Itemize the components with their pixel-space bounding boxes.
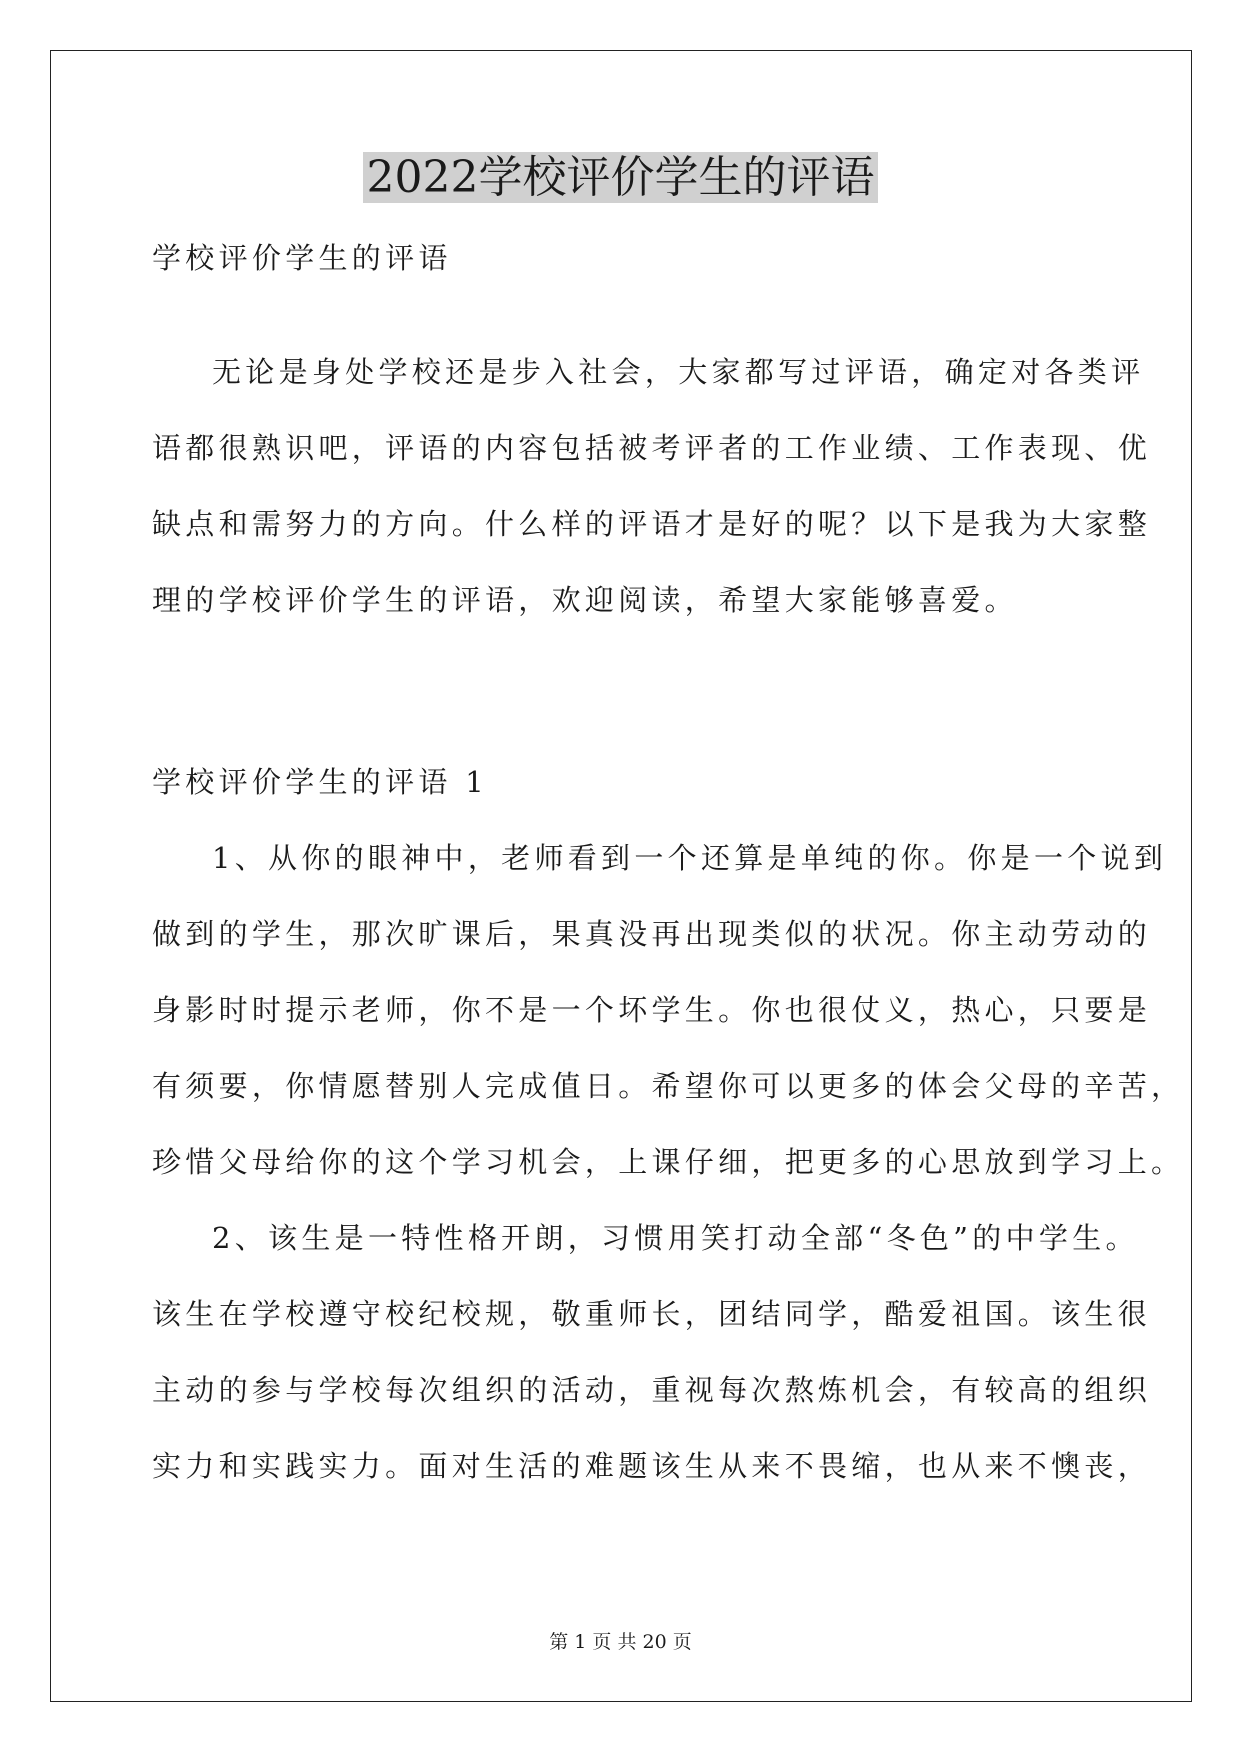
section-heading: 学校评价学生的评语 1	[152, 765, 488, 799]
intro-line-3: 缺点和需努力的方向。什么样的评语才是好的呢？以下是我为大家整	[152, 507, 1152, 541]
intro-line-1: 无论是身处学校还是步入社会，大家都写过评语，确定对各类评	[212, 355, 1145, 389]
item1-line-3: 身影时时提示老师，你不是一个坏学生。你也很仗义，热心，只要是	[152, 993, 1152, 1027]
item2-line-3: 主动的参与学校每次组织的活动，重视每次熬炼机会，有较高的组织	[152, 1373, 1152, 1407]
item1-line-1: 1、从你的眼神中，老师看到一个还算是单纯的你。你是一个说到	[212, 841, 1168, 875]
document-title-text: 2022学校评价学生的评语	[363, 152, 879, 203]
page-number-footer: 第 1 页 共 20 页	[549, 1631, 692, 1653]
intro-line-4: 理的学校评价学生的评语，欢迎阅读，希望大家能够喜爱。	[152, 583, 1018, 617]
item1-line-2: 做到的学生，那次旷课后，果真没再出现类似的状况。你主动劳动的	[152, 917, 1152, 951]
intro-line-2: 语都很熟识吧，评语的内容包括被考评者的工作业绩、工作表现、优	[152, 431, 1152, 465]
item1-line-5: 珍惜父母给你的这个学习机会，上课仔细，把更多的心思放到学习上。	[152, 1145, 1185, 1179]
document-title	[0, 146, 1241, 210]
item2-line-1: 2、该生是一特性格开朗，习惯用笑打动全部“冬色”的中学生。	[212, 1221, 1139, 1255]
item2-line-4: 实力和实践实力。面对生活的难题该生从来不畏缩，也从来不懊丧，	[152, 1449, 1152, 1483]
document-subtitle: 学校评价学生的评语	[152, 241, 452, 275]
item2-line-2: 该生在学校遵守校纪校规，敬重师长，团结同学，酷爱祖国。该生很	[152, 1297, 1152, 1331]
item1-line-4: 有须要，你情愿替别人完成值日。希望你可以更多的体会父母的辛苦，	[152, 1069, 1185, 1103]
